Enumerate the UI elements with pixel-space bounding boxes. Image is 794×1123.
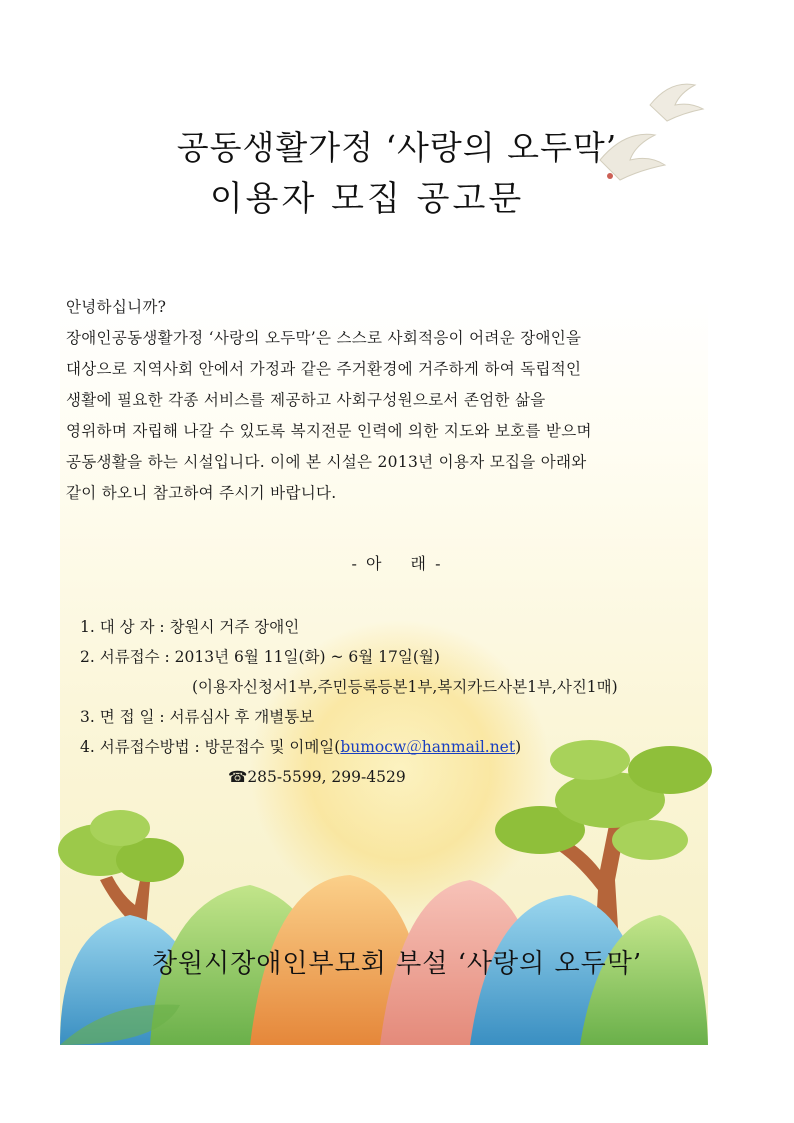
intro-line: 장애인공동생활가정 ‘사랑의 오두막’은 스스로 사회적응이 어려운 장애인을 (66, 329, 582, 347)
notice-items (80, 612, 618, 792)
item-phone (80, 762, 618, 792)
item-target: 1. 대 상 자 : 창원시 거주 장애인 (80, 618, 300, 636)
footer-organization: 창원시장애인부모회 부설 ‘사랑의 오두막’ (151, 949, 643, 979)
notice-heading (0, 551, 794, 574)
item-submission: 2. 서류접수 : 2013년 6월 11일(화) ~ 6월 17일(월) (80, 648, 440, 666)
intro-line: 영위하며 자립해 나갈 수 있도록 복지전문 인력에 의한 지도와 보호를 받으며 (66, 422, 592, 440)
item-documents: (이용자신청서1부,주민등록등본1부,복지카드사본1부,사진1매) (192, 678, 618, 696)
notice-heading-left: - 아 (351, 554, 384, 573)
intro-line: 공동생활을 하는 시설입니다. 이에 본 시설은 2013년 이용자 모집을 아래와 (66, 453, 587, 471)
page-title-line2: 이용자 모집 공고문 (209, 179, 525, 219)
intro-line: 안녕하십니까? (66, 298, 167, 316)
item-method-suffix: ) (515, 738, 522, 756)
intro-paragraph (66, 292, 706, 509)
item-method-prefix: 4. 서류접수방법 : 방문접수 및 이메일( (80, 738, 341, 756)
phone-number: 285-5599, 299-4529 (247, 768, 406, 786)
page-title-line1: 공동생활가정 ‘사랑의 오두막’ (176, 128, 618, 167)
intro-line: 같이 하오니 참고하여 주시기 바랍니다. (66, 484, 337, 502)
intro-line: 생활에 필요한 각종 서비스를 제공하고 사회구성원으로서 존엄한 삶을 (66, 391, 546, 409)
item-method (80, 732, 618, 762)
email-link[interactable]: bumocw＠hanmail.net (340, 738, 516, 756)
notice-heading-right: 래 - (410, 554, 443, 573)
phone-icon: ☎ (228, 768, 248, 786)
item-interview: 3. 면 접 일 : 서류심사 후 개별통보 (80, 708, 315, 726)
intro-line: 대상으로 지역사회 안에서 가정과 같은 주거환경에 거주하게 하여 독립적인 (66, 360, 582, 378)
